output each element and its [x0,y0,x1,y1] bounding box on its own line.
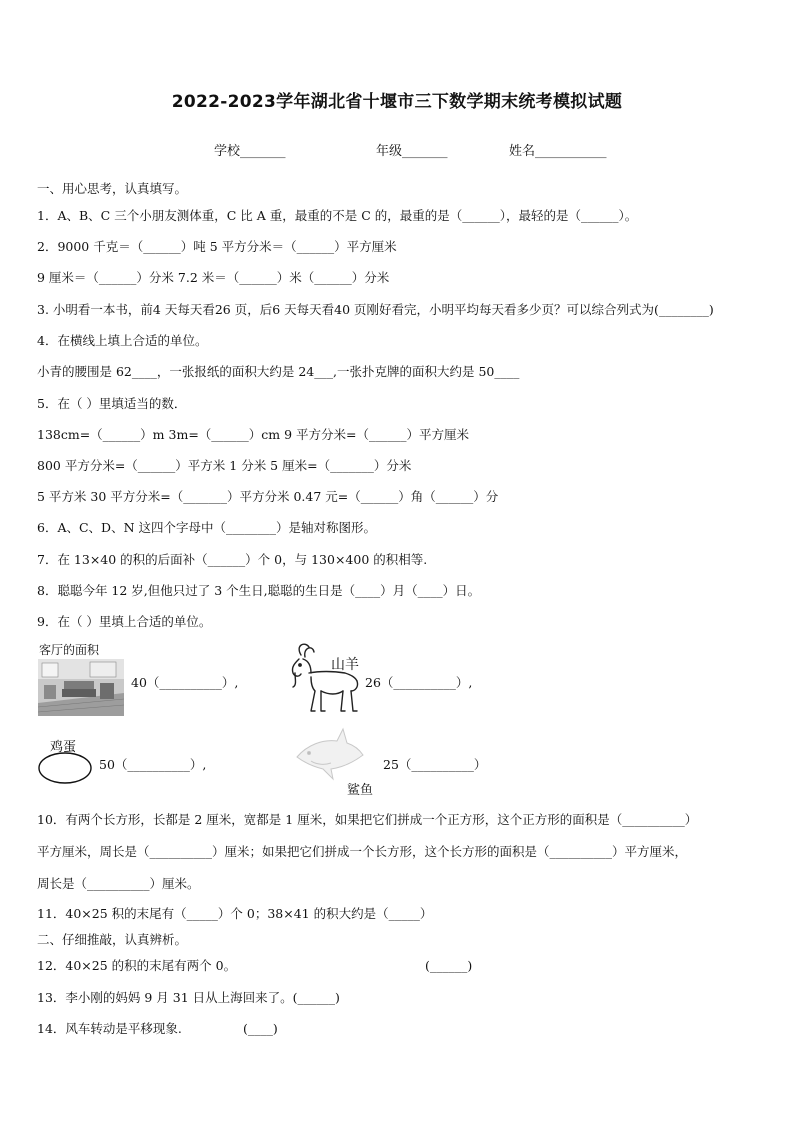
question-12: 12．40×25 的积的末尾有两个 0。 [37,958,237,973]
question-5-line-1: 138cm=（______）m 3m=（______）cm 9 平方分米=（______）平方厘米 [37,427,470,442]
question-4: 4．在横线上填上合适的单位。 [37,333,208,348]
shark-length-answer: 25（__________） [383,757,487,772]
name-field: 姓名___________ [509,144,607,159]
question-4-content: 小青的腰围是 62____，一张报纸的面积大约是 24___,一张扑克牌的面积大约是 50____ [37,364,520,379]
question-10-line-3: 周长是（__________）厘米。 [37,876,200,891]
question-10-line-1: 10．有两个长方形，长都是 2 厘米，宽都是 1 厘米，如果把它们拼成一个正方形，这个正方形的面积是（__________） [37,812,698,827]
question-9: 9．在（ ）里填上合适的单位。 [37,614,212,629]
question-10-line-2: 平方厘米，周长是（__________）厘米；如果把它们拼成一个长方形，这个长方形的面积是（__________）平方厘米， [37,844,688,859]
question-8: 8．聪聪今年 12 岁,但他只过了 3 个生日,聪聪的生日是（____）月（____）日。 [37,583,481,598]
egg-weight-answer: 50（__________）, [99,757,207,772]
question-6: 6．A、C、D、N 这四个字母中（________）是轴对称图形。 [37,520,376,535]
question-5-line-3: 5 平方米 30 平方分米=（_______）平方分米 0.47 元=（______）角（______）分 [37,489,499,504]
living-room-image [38,659,124,716]
room-caption: 客厅的面积 [39,643,100,657]
grade-field: 年级_______ [376,144,448,159]
egg-caption: 鸡蛋 [50,740,77,755]
section-1-heading: 一、用心思考，认真填写。 [37,181,188,196]
goat-caption: 山羊 [331,657,359,673]
question-3: 3. 小明看一本书，前4 天每天看26 页，后6 天每天看40 页刚好看完，小明平均每天看多少页？可以综合列式为(________) [37,302,714,317]
question-14-answer: (____) [243,1021,278,1036]
room-area-answer: 40（__________）, [131,675,239,690]
goat-image [281,641,365,719]
shark-image [293,727,365,781]
question-11: 11．40×25 积的末尾有（_____）个 0；38×41 的积大约是（_____） [37,906,433,921]
question-1: 1．A、B、C 三个小朋友测体重，C 比 A 重，最重的不是 C 的，最重的是（______），最轻的是（______）。 [37,208,638,223]
school-field: 学校_______ [214,144,286,159]
question-5: 5．在（ ）里填适当的数． [37,396,187,411]
question-5-line-2: 800 平方分米=（______）平方米 1 分米 5 厘米=（_______）分米 [37,458,412,473]
section-2-heading: 二、仔细推敲，认真辨析。 [37,932,188,947]
question-13: 13．李小刚的妈妈 9 月 31 日从上海回来了。(______) [37,990,340,1005]
shark-caption: 鲨鱼 [347,783,374,798]
question-12-answer: (______) [425,958,473,973]
egg-image [37,751,93,785]
question-14: 14．风车转动是平移现象. [37,1021,182,1036]
goat-weight-answer: 26（__________）, [365,675,473,690]
question-2-line-1: 2．9000 千克＝（______）吨 5 平方分米＝（______）平方厘米 [37,239,397,254]
page-title: 2022-2023学年湖北省十堰市三下数学期末统考模拟试题 [171,92,623,112]
question-2-line-2: 9 厘米＝（______）分米 7.2 米＝（______）米（______）分米 [37,270,390,285]
question-7: 7．在 13×40 的积的后面补（______）个 0，与 130×400 的积相等. [37,552,428,567]
